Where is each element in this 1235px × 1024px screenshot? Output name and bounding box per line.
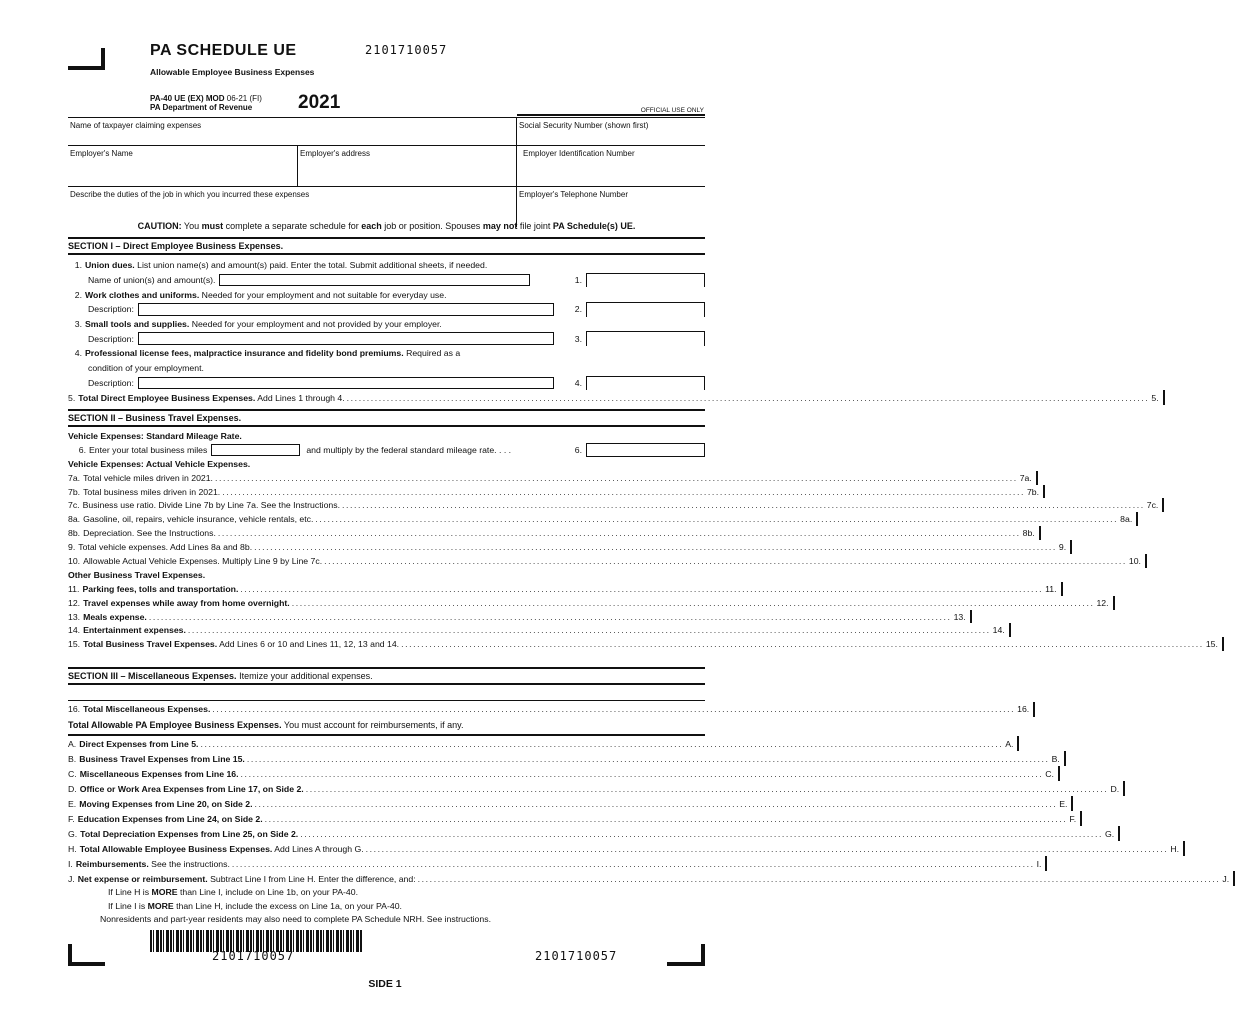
line-label bbox=[83, 514, 313, 524]
amount-input-line-9[interactable] bbox=[1070, 540, 1072, 554]
line-label bbox=[85, 275, 215, 285]
amount-input-line-6[interactable] bbox=[586, 443, 705, 457]
line-label bbox=[83, 473, 213, 483]
line-number: E. bbox=[68, 798, 77, 809]
line-number: C. bbox=[68, 768, 77, 779]
form-line bbox=[68, 856, 1042, 871]
line-label-bold: Professional license fees, malpractice insurance and fidelity bond premiums. bbox=[85, 348, 404, 359]
description-input[interactable] bbox=[219, 274, 530, 287]
line-number: 14. bbox=[68, 625, 81, 636]
amount-input-line-7b[interactable] bbox=[1043, 485, 1045, 499]
note-emphasis: MORE bbox=[147, 900, 174, 911]
description-input[interactable] bbox=[138, 377, 554, 390]
line-label-bold: Reimbursements. bbox=[75, 858, 149, 869]
note-text: Nonresidents and part-year residents may also need to complete PA Schedule NRH. See instructions. bbox=[100, 914, 491, 924]
amount-input-line-10[interactable] bbox=[1145, 554, 1147, 568]
line-reference: 7a. bbox=[1019, 472, 1032, 483]
form-line bbox=[68, 526, 1035, 540]
line-number: 4. bbox=[74, 348, 82, 359]
dot-leader: ........................................................................................................................................................................................................ bbox=[222, 486, 1025, 497]
note bbox=[100, 913, 491, 927]
caution-text: may not bbox=[482, 221, 518, 231]
line-label bbox=[85, 348, 460, 358]
amount-input-line-E[interactable] bbox=[1071, 796, 1073, 811]
line-label-bold: Total Direct Employee Business Expenses. bbox=[78, 392, 256, 403]
form-line bbox=[68, 443, 705, 457]
amount-input-line-C[interactable] bbox=[1058, 766, 1060, 781]
line-label bbox=[85, 290, 447, 300]
line-label-text: Description: bbox=[88, 304, 134, 315]
document-number: 2101710057 bbox=[365, 43, 448, 57]
caution-notice bbox=[68, 221, 705, 231]
line-number: 16. bbox=[68, 704, 81, 715]
line-reference: 2. bbox=[574, 304, 582, 315]
amount-input-line-5[interactable] bbox=[1163, 390, 1165, 405]
taxpayer-info-table bbox=[68, 117, 705, 229]
line-number: 8a. bbox=[68, 514, 81, 525]
dot-leader: ........................................................................................................................................................................................................ bbox=[324, 555, 1127, 566]
line-number: 3. bbox=[74, 319, 82, 330]
line-reference: F. bbox=[1069, 813, 1077, 824]
tax-year: 2021 bbox=[298, 92, 341, 113]
form-line bbox=[68, 826, 1115, 841]
line-number: 1. bbox=[74, 260, 82, 271]
line-label-text: Gasoline, oil, repairs, vehicle insurance, vehicle rentals, etc. bbox=[83, 514, 314, 525]
official-use-rule bbox=[517, 114, 705, 116]
form-line bbox=[68, 582, 1057, 596]
line-label bbox=[79, 754, 245, 764]
line-label bbox=[80, 784, 304, 794]
amount-input-line-A[interactable] bbox=[1017, 736, 1019, 751]
line-label bbox=[78, 542, 252, 552]
line-number: 10. bbox=[68, 555, 81, 566]
amount-input-line-11[interactable] bbox=[1061, 582, 1063, 596]
corner-mark-bottom-right bbox=[667, 962, 705, 966]
caution-text: must bbox=[201, 221, 224, 231]
line-number: 7c. bbox=[68, 500, 80, 511]
section-3-lines bbox=[68, 702, 1030, 717]
line-reference: 1. bbox=[574, 275, 582, 286]
line-reference: 5. bbox=[1151, 392, 1159, 403]
line-number: 8b. bbox=[68, 528, 81, 539]
ssn-field[interactable] bbox=[517, 118, 705, 146]
caution-text: job or position. Spouses bbox=[381, 221, 483, 231]
line-label bbox=[83, 487, 220, 497]
department: PA Department of Revenue bbox=[150, 103, 253, 112]
line-label-text: Description: bbox=[88, 377, 134, 388]
amount-input-line-H[interactable] bbox=[1183, 841, 1185, 856]
line-label-text: Total business miles driven in 2021. bbox=[83, 486, 221, 497]
line-number: 9. bbox=[68, 542, 76, 553]
line-number: 2. bbox=[74, 289, 82, 300]
line-reference: 13. bbox=[953, 611, 966, 622]
amount-input-line-4[interactable] bbox=[586, 376, 705, 391]
amount-input-line-G[interactable] bbox=[1118, 826, 1120, 841]
line-label bbox=[82, 584, 238, 594]
dot-leader: ........................................................................................................................................................................................................ bbox=[240, 768, 1044, 779]
dot-leader: ........................................................................................................................................................................................................ bbox=[217, 528, 1021, 539]
dot-leader: ........................................................................................................................................................................................................ bbox=[346, 392, 1150, 403]
amount-input-line-F[interactable] bbox=[1080, 811, 1082, 826]
dot-leader: ........................................................................................................................................................................................................ bbox=[264, 813, 1068, 824]
form-line bbox=[68, 302, 705, 317]
line-label-text: See the instructions. bbox=[148, 858, 230, 869]
section-3-title: SECTION III – Miscellaneous Expenses. bbox=[68, 671, 237, 681]
subsection-heading: Other Business Travel Expenses. bbox=[68, 569, 206, 580]
form-line bbox=[68, 376, 705, 391]
caution-text: You bbox=[181, 221, 202, 231]
line-number: 5. bbox=[68, 392, 76, 403]
amount-input-line-I[interactable] bbox=[1045, 856, 1047, 871]
line-label-bold: Total Business Travel Expenses. bbox=[83, 639, 218, 650]
section-2-lines bbox=[68, 429, 1218, 651]
line-number: G. bbox=[68, 828, 78, 839]
caution-text: PA Schedule(s) UE. bbox=[552, 221, 636, 231]
form-line bbox=[68, 637, 1218, 651]
line-reference: 7b. bbox=[1026, 486, 1040, 497]
line-label bbox=[79, 739, 198, 749]
form-line bbox=[68, 811, 1077, 826]
line-reference: 15. bbox=[1205, 639, 1218, 650]
form-line bbox=[68, 273, 705, 288]
form-line bbox=[68, 540, 1067, 554]
form-line bbox=[68, 796, 1068, 811]
line-label-bold: Total Depreciation Expenses from Line 25, on Side 2. bbox=[80, 828, 299, 839]
amount-input-line-8a[interactable] bbox=[1136, 512, 1138, 526]
caution-label: CAUTION: bbox=[137, 221, 182, 231]
note-text: than Line H, include the excess on Line 1a, on your PA-40. bbox=[173, 900, 402, 911]
form-line bbox=[68, 485, 1040, 499]
form-line bbox=[68, 457, 705, 471]
line-label-bold: Parking fees, tolls and transportation. bbox=[82, 583, 239, 594]
form-line bbox=[68, 554, 1141, 568]
line-number: 13. bbox=[68, 611, 81, 622]
line-label-text: Name of union(s) and amount(s). bbox=[88, 275, 216, 286]
line-reference: 11. bbox=[1045, 583, 1057, 594]
line-label bbox=[83, 598, 290, 608]
line-reference: 12. bbox=[1096, 597, 1109, 608]
line-label-bold: Business Travel Expenses from Line 15. bbox=[79, 753, 245, 764]
line-label-text: Needed for your employment and not suitable for everyday use. bbox=[199, 289, 447, 300]
section-2-title: SECTION II – Business Travel Expenses. bbox=[68, 413, 242, 423]
dot-leader: ........................................................................................................................................................................................................ bbox=[214, 472, 1018, 483]
dot-leader: ........................................................................................................................................................................................................ bbox=[231, 858, 1035, 869]
line-label-text: Total vehicle expenses. Add Lines 8a and 8b. bbox=[78, 542, 253, 553]
ein-label: Employer Identification Number bbox=[523, 149, 635, 158]
line-number: D. bbox=[68, 783, 77, 794]
line-label-bold: Moving Expenses from Line 20, on Side 2. bbox=[79, 798, 253, 809]
line-label bbox=[85, 363, 204, 373]
section-1-title: SECTION I – Direct Employee Business Expenses. bbox=[68, 241, 284, 251]
form-line bbox=[68, 781, 1120, 796]
line-label bbox=[80, 829, 298, 839]
form-line bbox=[68, 702, 1030, 717]
note-text: than Line I, include on Line 1b, on your PA-40. bbox=[177, 887, 358, 897]
form-line bbox=[68, 331, 705, 346]
line-number: 7a. bbox=[68, 472, 81, 483]
form-title: PA SCHEDULE UE bbox=[150, 42, 297, 59]
line-label-text: Subtract Line I from Line H. Enter the difference, and: bbox=[207, 873, 416, 884]
line-label bbox=[83, 556, 322, 566]
line-label bbox=[83, 528, 216, 538]
form-line bbox=[68, 751, 1060, 766]
line-number: F. bbox=[68, 813, 75, 824]
note bbox=[108, 886, 491, 900]
line-label-bold: Direct Expenses from Line 5. bbox=[79, 738, 199, 749]
line-number: J. bbox=[68, 873, 75, 884]
form-line bbox=[68, 623, 1005, 637]
caution-text: each bbox=[361, 221, 382, 231]
amount-input-line-7c[interactable] bbox=[1162, 498, 1164, 512]
line-reference: G. bbox=[1104, 828, 1115, 839]
line-label-bold: Education Expenses from Line 24, on Side 2. bbox=[77, 813, 263, 824]
amount-input-line-13[interactable] bbox=[970, 610, 972, 624]
dot-leader: ........................................................................................................................................................................................................ bbox=[365, 843, 1169, 854]
business-miles-input[interactable] bbox=[211, 444, 300, 456]
line-label bbox=[85, 378, 134, 388]
form-line bbox=[68, 317, 705, 332]
form-line bbox=[68, 429, 705, 443]
line-label bbox=[78, 393, 344, 403]
line-label bbox=[83, 704, 210, 714]
line-reference: 3. bbox=[574, 333, 582, 344]
line-label bbox=[79, 799, 252, 809]
line-reference: E. bbox=[1059, 798, 1068, 809]
line-label-bold: Office or Work Area Expenses from Line 17, on Side 2. bbox=[79, 783, 304, 794]
dot-leader: ........................................................................................................................................................................................................ bbox=[200, 738, 1004, 749]
description-input[interactable] bbox=[138, 332, 554, 345]
form-line bbox=[68, 736, 1014, 751]
line-label-text: Add Lines 1 through 4. bbox=[255, 392, 345, 403]
line-number: H. bbox=[68, 843, 77, 854]
amount-input-line-B[interactable] bbox=[1064, 751, 1066, 766]
form-line bbox=[68, 512, 1133, 526]
line-label-bold: Work clothes and uniforms. bbox=[85, 289, 200, 300]
line-label bbox=[80, 844, 364, 854]
line-label-bold: Total Allowable Employee Business Expenses. bbox=[79, 843, 273, 854]
taxpayer-name-label: Name of taxpayer claiming expenses bbox=[70, 121, 202, 130]
line-label bbox=[78, 814, 263, 824]
dot-leader: ........................................................................................................................................................................................................ bbox=[291, 597, 1095, 608]
note bbox=[108, 900, 491, 914]
line-label bbox=[85, 334, 134, 344]
line-number: A. bbox=[68, 738, 77, 749]
form-line bbox=[68, 390, 1159, 405]
form-id bbox=[150, 94, 262, 112]
amount-input-line-7a[interactable] bbox=[1036, 471, 1038, 485]
dot-leader: ........................................................................................................................................................................................................ bbox=[246, 753, 1050, 764]
line-reference: 8a. bbox=[1120, 514, 1133, 525]
form-code: PA-40 UE (EX) MOD bbox=[150, 94, 225, 103]
line-reference: 4. bbox=[574, 377, 582, 388]
dot-leader: ........................................................................................................................................................................................................ bbox=[417, 873, 1221, 884]
line-reference: A. bbox=[1005, 738, 1014, 749]
form-line bbox=[68, 766, 1054, 781]
official-use-label: OFFICIAL USE ONLY bbox=[640, 107, 704, 114]
form-line bbox=[68, 471, 1032, 485]
line-reference: 8b. bbox=[1022, 528, 1035, 539]
section-3-header bbox=[68, 667, 705, 685]
section-3-rule bbox=[68, 700, 705, 701]
line-reference: C. bbox=[1045, 768, 1054, 779]
dot-leader: ........................................................................................................................................................................................................ bbox=[254, 798, 1058, 809]
line-label bbox=[83, 639, 399, 649]
line-label-text: Enter your total business miles bbox=[89, 444, 208, 455]
line-number: I. bbox=[68, 858, 73, 869]
form-line bbox=[68, 498, 1159, 512]
employer-address-field[interactable] bbox=[298, 146, 517, 187]
dot-leader: ........................................................................................................................................................................................................ bbox=[300, 828, 1103, 839]
dot-leader: ........................................................................................................................................................................................................ bbox=[315, 514, 1119, 525]
totals-header bbox=[68, 720, 705, 730]
job-duties-label: Describe the duties of the job in which you incurred these expenses bbox=[70, 190, 310, 199]
line-label-text: Description: bbox=[88, 333, 134, 344]
form-subtitle: Allowable Employee Business Expenses bbox=[150, 67, 315, 77]
dot-leader: ........................................................................................................................................................................................................ bbox=[240, 583, 1044, 594]
line-label-text: Required as a bbox=[403, 348, 461, 359]
line-number: 15. bbox=[68, 639, 81, 650]
form-line bbox=[68, 568, 705, 582]
line-label-bold: Union dues. bbox=[85, 260, 135, 271]
totals-title: Total Allowable PA Employee Business Expenses. bbox=[68, 720, 282, 730]
line-reference: 14. bbox=[992, 625, 1005, 636]
section-1-lines bbox=[68, 258, 1159, 405]
dot-leader: ........................................................................................................................................................................................................ bbox=[305, 783, 1109, 794]
line-reference: I. bbox=[1036, 858, 1042, 869]
section-1-header bbox=[68, 237, 705, 255]
line-label bbox=[85, 260, 487, 270]
amount-input-line-12[interactable] bbox=[1113, 596, 1115, 610]
barcode-number: 2101710057 bbox=[212, 949, 295, 963]
line-reference: 10. bbox=[1128, 555, 1141, 566]
line-label bbox=[76, 859, 230, 869]
line-label bbox=[78, 874, 416, 884]
employer-phone-label: Employer's Telephone Number bbox=[519, 190, 628, 199]
line-label-text: Depreciation. See the Instructions. bbox=[83, 528, 216, 539]
amount-input-line-2[interactable] bbox=[586, 302, 705, 317]
dot-leader: ........................................................................................................................................................................................................ bbox=[148, 611, 952, 622]
line-number: 7b. bbox=[68, 486, 81, 497]
dot-leader: ........................................................................................................................................................................................................ bbox=[342, 500, 1145, 511]
dot-leader: ........................................................................................................................................................................................................ bbox=[212, 704, 1016, 715]
form-line bbox=[68, 287, 705, 302]
form-line bbox=[68, 871, 1230, 886]
dot-leader: ........................................................................................................................................................................................................ bbox=[401, 639, 1204, 650]
line-label-text: Business use ratio. Divide Line 7b by Line 7a. See the Instructions. bbox=[82, 500, 340, 511]
line-label-bold: Small tools and supplies. bbox=[85, 319, 190, 330]
caution-text: complete a separate schedule for bbox=[223, 221, 362, 231]
amount-input-line-8b[interactable] bbox=[1039, 526, 1041, 540]
totals-lines bbox=[68, 736, 1230, 886]
line-label bbox=[89, 445, 207, 455]
line-label bbox=[85, 304, 134, 314]
line-label-bold: Net expense or reimbursement. bbox=[77, 873, 208, 884]
line-number: B. bbox=[68, 753, 77, 764]
form-line bbox=[68, 610, 966, 624]
amount-input-line-3[interactable] bbox=[586, 331, 705, 346]
amount-input-line-D[interactable] bbox=[1123, 781, 1125, 796]
ssn-label: Social Security Number (shown first) bbox=[519, 121, 649, 130]
line-label-text: Add Lines 6 or 10 and Lines 11, 12, 13 and 14. bbox=[217, 639, 400, 650]
line-reference: 6. bbox=[574, 444, 582, 455]
subsection-heading: Vehicle Expenses: Standard Mileage Rate. bbox=[68, 430, 242, 441]
caution-text: file joint bbox=[517, 221, 553, 231]
form-revision: 06-21 (FI) bbox=[224, 94, 262, 103]
line-reference: 9. bbox=[1058, 542, 1067, 553]
amount-input-line-15[interactable] bbox=[1222, 637, 1224, 651]
line-label bbox=[85, 319, 442, 329]
line-reference: 16. bbox=[1017, 704, 1030, 715]
subsection-heading: Vehicle Expenses: Actual Vehicle Expenses. bbox=[68, 458, 251, 469]
ein-field[interactable] bbox=[517, 146, 705, 187]
line-j-notes bbox=[100, 886, 491, 927]
section-3-instruction: Itemize your additional expenses. bbox=[236, 671, 373, 681]
line-number: 12. bbox=[68, 597, 81, 608]
line-label bbox=[83, 625, 186, 635]
line-label bbox=[83, 612, 147, 622]
line-label-text: and multiply by the federal standard mileage rate. . . . bbox=[306, 444, 512, 455]
line-label-text: List union name(s) and amount(s) paid. Enter the total. Submit additional sheets, if needed. bbox=[134, 260, 488, 271]
line-label-bold: Total Miscellaneous Expenses. bbox=[83, 704, 211, 715]
line-label bbox=[80, 769, 239, 779]
amount-input-line-14[interactable] bbox=[1009, 623, 1011, 637]
employer-name-field[interactable] bbox=[68, 146, 298, 187]
corner-mark-bottom-left bbox=[68, 962, 105, 966]
note-text: If Line H is bbox=[108, 887, 152, 897]
section-2-header bbox=[68, 409, 705, 427]
line-label-bold: Entertainment expenses. bbox=[83, 625, 186, 636]
line-label-bold: Travel expenses while away from home overnight. bbox=[83, 597, 290, 608]
description-input[interactable] bbox=[138, 303, 554, 316]
line-reference: J. bbox=[1222, 873, 1230, 884]
employer-address-label: Employer's address bbox=[300, 149, 370, 158]
line-number: 11. bbox=[68, 583, 80, 594]
corner-mark-top-left bbox=[68, 66, 105, 70]
line-label-text: Needed for your employment and not provided by your employer. bbox=[189, 319, 442, 330]
line-reference: B. bbox=[1051, 753, 1060, 764]
line-reference: 7c. bbox=[1146, 500, 1159, 511]
line-reference: H. bbox=[1170, 843, 1180, 854]
line-label-text: Allowable Actual Vehicle Expenses. Multiply Line 9 by Line 7c. bbox=[83, 555, 323, 566]
line-label-text: Total vehicle miles driven in 2021. bbox=[83, 472, 213, 483]
line-label bbox=[83, 500, 340, 510]
line-label-text: Add Lines A through G. bbox=[272, 843, 364, 854]
document-number-footer: 2101710057 bbox=[535, 949, 618, 963]
line-label-bold: Miscellaneous Expenses from Line 16. bbox=[79, 768, 239, 779]
line-label-text: condition of your employment. bbox=[88, 363, 204, 374]
amount-input-line-16[interactable] bbox=[1033, 702, 1035, 717]
form-line bbox=[68, 346, 705, 361]
form-line bbox=[68, 361, 705, 376]
totals-instruction: You must account for reimbursements, if any. bbox=[281, 720, 464, 730]
form-line bbox=[68, 841, 1180, 856]
dot-leader: ........................................................................................................................................................................................................ bbox=[187, 625, 991, 636]
line-number: 6. bbox=[78, 444, 86, 455]
page-side-label: SIDE 1 bbox=[368, 978, 402, 990]
employer-name-label: Employer's Name bbox=[70, 149, 133, 158]
taxpayer-name-field[interactable] bbox=[68, 118, 517, 146]
form-line bbox=[68, 596, 1109, 610]
line-reference: D. bbox=[1110, 783, 1120, 794]
note-text: If Line I is bbox=[108, 900, 148, 911]
line-label-bold: Meals expense. bbox=[83, 611, 147, 622]
note-emphasis: MORE bbox=[151, 887, 178, 897]
form-line bbox=[68, 258, 705, 273]
dot-leader: ........................................................................................................................................................................................................ bbox=[254, 542, 1057, 553]
amount-input-line-1[interactable] bbox=[586, 273, 705, 288]
